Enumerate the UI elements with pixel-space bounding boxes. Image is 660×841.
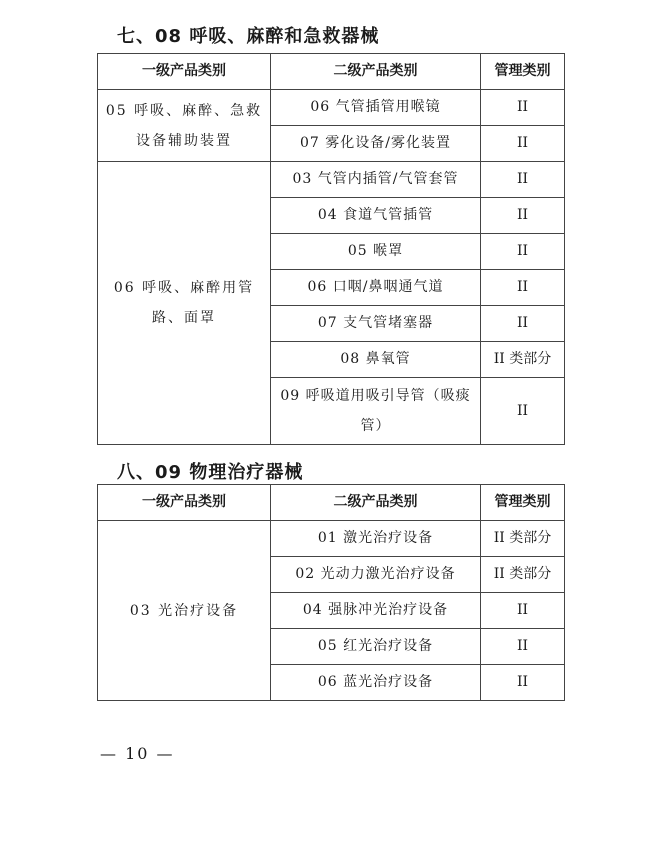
secondary-category-cell: 05 红光治疗设备 xyxy=(271,629,481,665)
secondary-category-cell: 04 强脉冲光治疗设备 xyxy=(271,593,481,629)
section-title-08: 七、08 呼吸、麻醉和急救器械 xyxy=(117,26,380,47)
management-class-cell: II xyxy=(481,593,565,629)
secondary-category-cell: 03 气管内插管/气管套管 xyxy=(271,162,481,198)
secondary-category-cell: 01 激光治疗设备 xyxy=(271,521,481,557)
management-class-cell: II xyxy=(481,378,565,445)
secondary-category-cell: 05 喉罩 xyxy=(271,234,481,270)
management-class-cell: II xyxy=(481,234,565,270)
management-class-cell: II 类部分 xyxy=(481,521,565,557)
header-secondary-category: 二级产品类别 xyxy=(271,485,481,521)
primary-category-cell: 03 光治疗设备 xyxy=(98,521,271,701)
header-primary-category: 一级产品类别 xyxy=(98,485,271,521)
management-class-cell: II xyxy=(481,162,565,198)
primary-category-cell: 05 呼吸、麻醉、急救设备辅助装置 xyxy=(98,90,271,162)
secondary-category-cell: 06 气管插管用喉镜 xyxy=(271,90,481,126)
page-number: — 10 — xyxy=(100,744,175,763)
table-row xyxy=(98,162,565,198)
secondary-category-cell: 08 鼻氧管 xyxy=(271,342,481,378)
secondary-category-cell: 04 食道气管插管 xyxy=(271,198,481,234)
primary-category-cell: 06 呼吸、麻醉用管路、面罩 xyxy=(98,162,271,445)
table-header-row xyxy=(98,54,565,90)
secondary-category-cell: 06 蓝光治疗设备 xyxy=(271,665,481,701)
management-class-cell: II xyxy=(481,126,565,162)
secondary-category-cell: 09 呼吸道用吸引导管（吸痰管） xyxy=(271,378,481,445)
table-row xyxy=(98,90,565,126)
header-primary-category: 一级产品类别 xyxy=(98,54,271,90)
category-table-08 xyxy=(97,53,565,445)
table-header-row xyxy=(98,485,565,521)
management-class-cell: II xyxy=(481,306,565,342)
management-class-cell: II xyxy=(481,90,565,126)
secondary-category-cell: 07 雾化设备/雾化装置 xyxy=(271,126,481,162)
management-class-cell: II xyxy=(481,665,565,701)
management-class-cell: II xyxy=(481,629,565,665)
table-row xyxy=(98,521,565,557)
secondary-category-cell: 02 光动力激光治疗设备 xyxy=(271,557,481,593)
management-class-cell: II 类部分 xyxy=(481,342,565,378)
header-management-class: 管理类别 xyxy=(481,54,565,90)
section-title-09: 八、09 物理治疗器械 xyxy=(117,462,304,483)
management-class-cell: II 类部分 xyxy=(481,557,565,593)
management-class-cell: II xyxy=(481,270,565,306)
header-secondary-category: 二级产品类别 xyxy=(271,54,481,90)
secondary-category-cell: 07 支气管堵塞器 xyxy=(271,306,481,342)
header-management-class: 管理类别 xyxy=(481,485,565,521)
secondary-category-cell: 06 口咽/鼻咽通气道 xyxy=(271,270,481,306)
management-class-cell: II xyxy=(481,198,565,234)
category-table-09 xyxy=(97,484,565,701)
